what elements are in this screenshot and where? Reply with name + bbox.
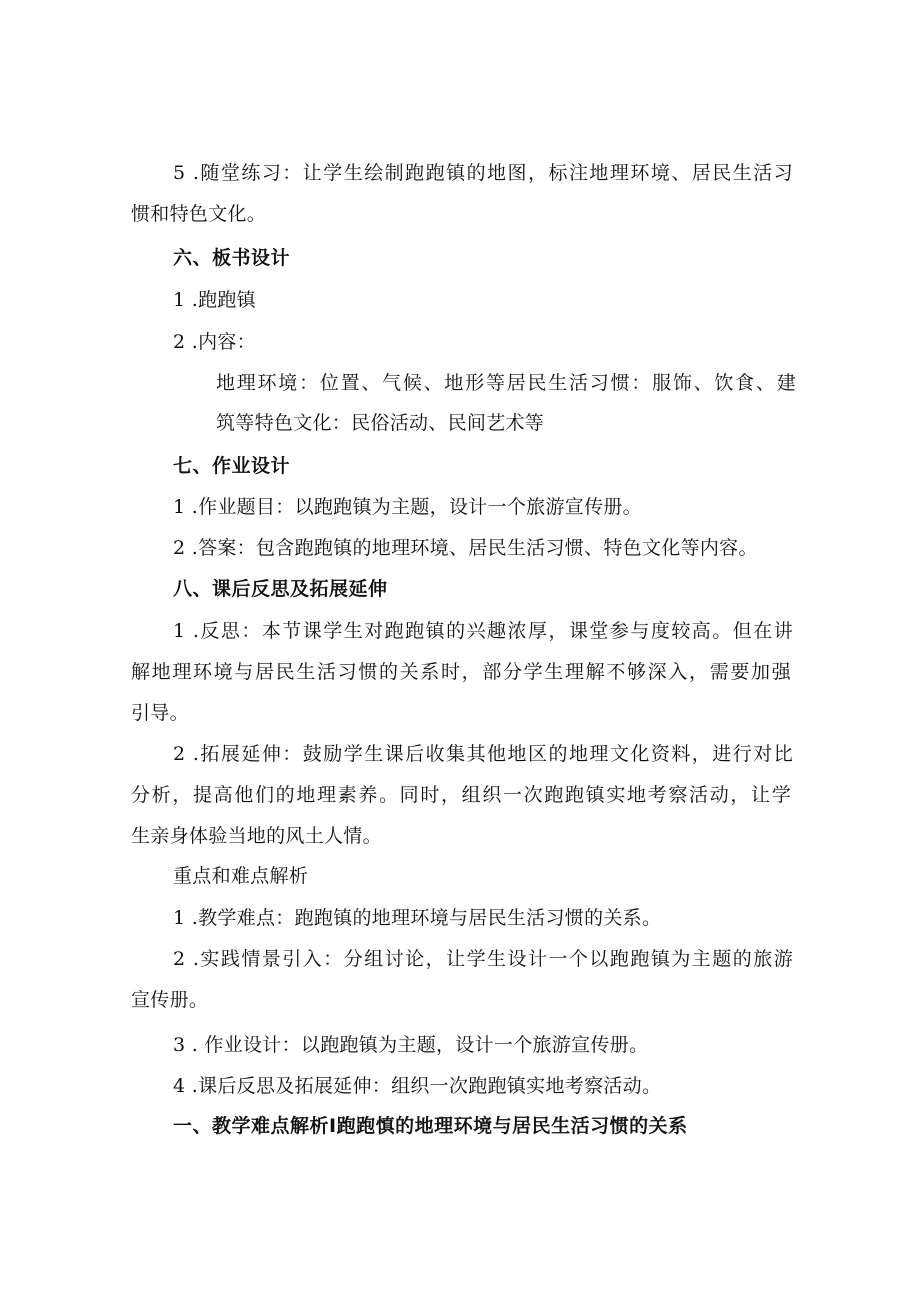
paragraph-line: 惯和特色文化。: [131, 203, 267, 225]
list-item: 1 .教学难点：跑跑镇的地理环境与居民生活习惯的关系。: [173, 907, 662, 929]
list-item: 1 .跑跑镇: [173, 289, 256, 311]
list-item: 2 .答案：包含跑跑镇的地理环境、居民生活习惯、特色文化等内容。: [173, 537, 758, 559]
paragraph-line: 1 .反思：本节课学生对跑跑镇的兴趣浓厚，课堂参与度较高。但在讲: [173, 620, 793, 642]
paragraph-line: 地理环境：位置、气候、地形等居民生活习惯：服饰、饮食、建: [216, 372, 796, 394]
section-heading: 六、板书设计: [173, 247, 291, 269]
paragraph-line: 宣传册。: [131, 989, 209, 1011]
paragraph-line: 筑等特色文化：民俗活动、民间艺术等: [216, 412, 545, 434]
section-heading: 重点和难点解析: [173, 865, 309, 887]
list-item: 2 .内容：: [173, 331, 256, 353]
paragraph-line: 生亲身体验当地的风土人情。: [131, 825, 382, 847]
section-heading: 八、课后反思及拓展延伸: [173, 578, 388, 600]
paragraph-line: 引导。: [131, 702, 189, 724]
list-item: 2 .实践情景引入：分组讨论，让学生设计一个以跑跑镇为主题的旅游: [173, 948, 793, 970]
section-heading: 七、作业设计: [173, 455, 291, 477]
paragraph-line: 分析，提高他们的地理素养。同时，组织一次跑跑镇实地考察活动，让学: [131, 784, 791, 806]
section-heading: 一、教学难点解析I跑跑慎的地理环境与居民生活习惯的关系: [173, 1115, 688, 1137]
paragraph-line: 解地理环境与居民生活习惯的关系时，部分学生理解不够深入，需要加强: [131, 661, 791, 683]
paragraph-line: 5 .随堂练习：让学生绘制跑跑镇的地图，标注地理环境、居民生活习: [173, 162, 793, 184]
list-item: 1 .作业题目：以跑跑镇为主题，设计一个旅游宣传册。: [173, 496, 642, 518]
list-item: 3 . 作业设计：以跑跑镇为主题，设计一个旅游宣传册。: [173, 1034, 649, 1056]
list-item: 4 .课后反思及拓展延伸：组织一次跑跑镇实地考察活动。: [173, 1075, 662, 1097]
paragraph-line: 2 .拓展延伸：鼓励学生课后收集其他地区的地理文化资料，进行对比: [173, 743, 793, 765]
